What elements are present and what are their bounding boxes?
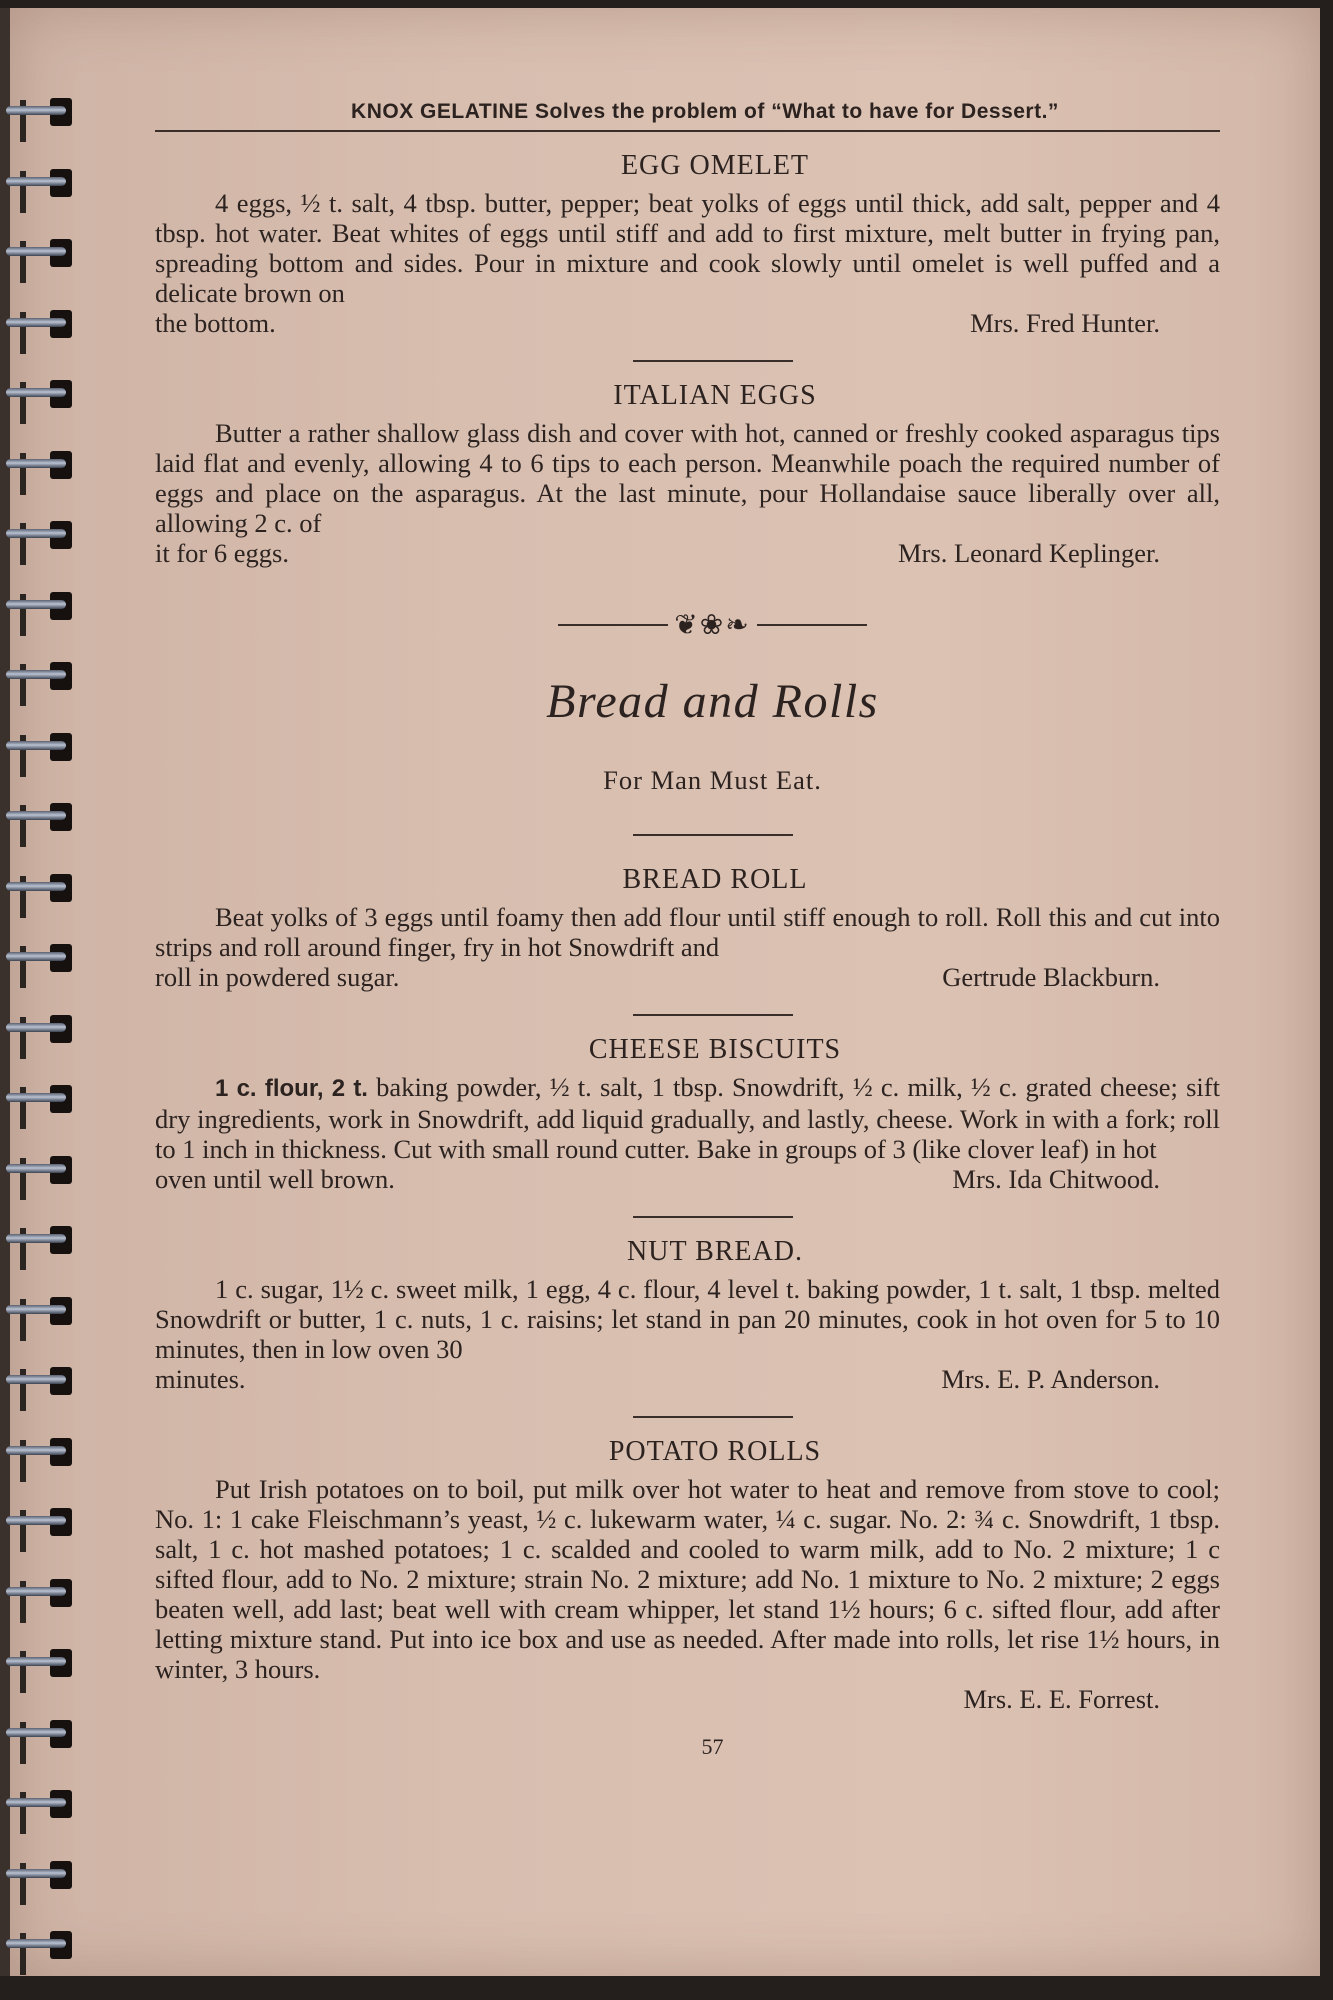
recipe-author: Mrs. Fred Hunter.	[970, 308, 1160, 338]
spiral-coil	[6, 1510, 80, 1532]
spiral-coil	[6, 876, 80, 898]
recipe-title: CHEESE BISCUITS	[588, 1034, 842, 1065]
recipe-body: 4 eggs, ½ t. salt, 4 tbsp. butter, pepper; beat yolks of eggs until thick, add salt, pepper and 4 tbsp. hot water. Beat whites of eggs until stiff and add to first mixture, melt butter in frying pan, spreading bottom and sides. Pour in mixture and cook slowly until omelet is well puffed and a delicate brown on	[155, 188, 1220, 308]
spiral-binding	[0, 8, 80, 1976]
spiral-coil	[6, 100, 80, 122]
spiral-coil	[6, 664, 80, 686]
recipe-author: Mrs. Ida Chitwood.	[952, 1164, 1160, 1194]
spiral-coil	[6, 805, 80, 827]
spiral-coil	[6, 523, 80, 545]
recipe-attribution-line	[155, 538, 1220, 568]
spiral-coil	[6, 1017, 80, 1039]
recipe-egg-omelet	[155, 150, 1220, 338]
spiral-coil	[6, 1651, 80, 1673]
recipe-body: Put Irish potatoes on to boil, put milk over hot water to heat and remove from stove to cool; No. 1: 1 cake Fleischmann’s yeast, ½ c. lukewarm water, ¼ c. sugar. No. 2: ¾ c. Snowdrift, 1 tbsp. salt, 1 c. hot mashed potatoes; 1 c. scalded and cooled to warm milk, add to No. 2 mixture; 1 c sifted flour, add to No. 2 mixture; strain No. 2 mixture; add No. 1 mixture to No. 2 mixture; 2 eggs beaten well, add last; beat well with cream whipper, let stand 1½ hours; 6 c. sifted flour, add after letting mixture stand. Put into ice box and use as needed. After made into rolls, let rise 1½ hours, in winter, 3 hours.	[155, 1474, 1220, 1684]
spiral-coil	[6, 171, 80, 193]
header-rule	[155, 130, 1220, 132]
recipe-author: Mrs. Leonard Keplinger.	[898, 538, 1160, 568]
spiral-coil	[6, 382, 80, 404]
ornament-line-right	[757, 624, 867, 626]
spiral-coil	[6, 1792, 80, 1814]
recipe-title: ITALIAN EGGS	[613, 380, 817, 411]
spiral-coil	[6, 1581, 80, 1603]
recipe-attribution-line	[155, 1164, 1220, 1194]
spiral-coil	[6, 1087, 80, 1109]
recipe-last-line: minutes.	[155, 1364, 246, 1394]
spiral-coil	[6, 735, 80, 757]
page-content	[155, 100, 1220, 1760]
spiral-coil	[6, 1228, 80, 1250]
recipe-last-line: it for 6 eggs.	[155, 538, 289, 568]
recipe-author: Gertrude Blackburn.	[942, 962, 1160, 992]
recipe-author: Mrs. E. E. Forrest.	[963, 1684, 1160, 1714]
recipe-bread-roll	[155, 864, 1220, 992]
recipe-last-line: oven until well brown.	[155, 1164, 395, 1194]
recipe-body: Butter a rather shallow glass dish and cover with hot, canned or freshly cooked asparagus tips laid flat and evenly, allowing 4 to 6 tips to each person. Meanwhile poach the required number of eggs and place on the asparagus. At the last minute, pour Hollandaise sauce liberally over all, allowing 2 c. of	[155, 418, 1220, 538]
divider-rule	[633, 1014, 793, 1016]
ornament-line-left	[558, 624, 668, 626]
recipe-last-line: roll in powdered sugar.	[155, 962, 400, 992]
recipe-nut-bread	[155, 1236, 1220, 1394]
recipe-attribution-line	[155, 1364, 1220, 1394]
spiral-coil	[6, 312, 80, 334]
recipe-title: EGG OMELET	[620, 150, 810, 181]
fleuron-icon: ❦❀❧	[674, 610, 751, 641]
divider-rule	[633, 834, 793, 836]
spiral-coil	[6, 1369, 80, 1391]
recipe-attribution-line	[155, 962, 1220, 992]
recipe-attribution-line	[155, 1684, 1220, 1714]
recipe-attribution-line	[155, 308, 1220, 338]
recipe-last-line: the bottom.	[155, 308, 276, 338]
recipe-author: Mrs. E. P. Anderson.	[941, 1364, 1160, 1394]
section-title: Bread and Rolls	[546, 675, 879, 728]
spiral-coil	[6, 594, 80, 616]
spiral-coil	[6, 1440, 80, 1462]
recipe-potato-rolls	[155, 1436, 1220, 1714]
spiral-coil	[6, 1299, 80, 1321]
spiral-coil	[6, 1863, 80, 1885]
recipe-body: Beat yolks of 3 eggs until foamy then add flour until stiff enough to roll. Roll this and cut into strips and roll around finger, fry in hot Snowdrift and	[155, 902, 1220, 962]
spiral-coil	[6, 946, 80, 968]
recipe-body: 1 c. flour, 2 t. baking powder, ½ t. salt, 1 tbsp. Snowdrift, ½ c. milk, ½ c. grated cheese; sift dry ingredients, work in Snowdrift, add liquid gradually, and lastly, cheese. Work in with a fork; roll to 1 inch in thickness. Cut with small round cutter. Bake in groups of 3 (like clover leaf) in hot	[155, 1072, 1220, 1164]
spiral-coil	[6, 1158, 80, 1180]
recipe-italian-eggs	[155, 380, 1220, 568]
recipe-body: 1 c. sugar, 1½ c. sweet milk, 1 egg, 4 c. flour, 4 level t. baking powder, 1 t. salt, 1 tbsp. melted Snowdrift or butter, 1 c. nuts, 1 c. raisins; let stand in pan 20 minutes, cook in hot oven for 5 to 10 minutes, then in low oven 30	[155, 1274, 1220, 1364]
spiral-coil	[6, 1722, 80, 1744]
recipe-cheese-biscuits	[155, 1034, 1220, 1194]
recipe-title: NUT BREAD.	[627, 1236, 803, 1267]
running-header: KNOX GELATINE Solves the problem of “What to have for Dessert.”	[351, 100, 1059, 123]
section-subtitle: For Man Must Eat.	[603, 765, 822, 795]
spiral-coil	[6, 241, 80, 263]
divider-rule	[633, 360, 793, 362]
spiral-coil	[6, 453, 80, 475]
recipe-title: BREAD ROLL	[622, 864, 808, 895]
divider-rule	[633, 1216, 793, 1218]
ornamental-divider	[180, 608, 1245, 642]
spiral-coil	[6, 1933, 80, 1955]
divider-rule	[633, 1416, 793, 1418]
page-number: 57	[701, 1734, 724, 1759]
recipe-title: POTATO ROLLS	[608, 1436, 822, 1467]
